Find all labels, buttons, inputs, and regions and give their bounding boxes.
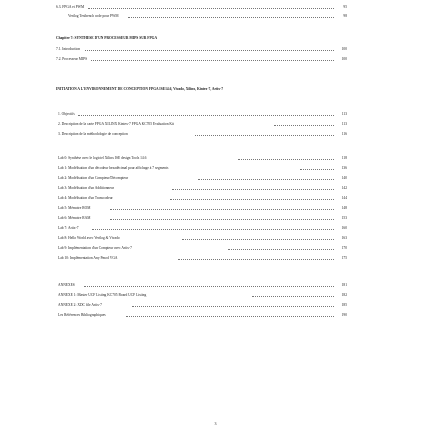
toc-leader (178, 259, 334, 260)
toc-entry (0, 245, 431, 251)
toc-entry-label: Verilog Testbench code pour PWM (68, 14, 119, 18)
toc-entry (0, 205, 431, 211)
toc-entry-label: Lab 3: Modélisation d'un Additionneur (58, 186, 114, 190)
toc-leader (91, 60, 334, 61)
toc-leader (228, 249, 334, 250)
toc-entry-label: ANNEXE 2: XDC file Artix-7 (58, 303, 102, 307)
toc-leader (85, 50, 334, 51)
toc-entry-page: 140 (341, 176, 347, 180)
toc-entry (0, 302, 431, 308)
toc-entry-page: 142 (341, 186, 347, 190)
toc-leader (238, 159, 334, 160)
toc-leader (110, 219, 334, 220)
toc-entry-page: 148 (341, 206, 347, 210)
page-number: 3 (214, 421, 217, 426)
toc-entry-label: 7.1. Introduction (56, 47, 81, 51)
toc-entry-label: Les Références Bibliographiques (58, 313, 106, 317)
toc-leader (170, 199, 334, 200)
toc-entry-label: 6.3. FPGA et PWM (56, 5, 85, 9)
toc-entry-page: 160 (341, 226, 347, 230)
toc-entry-label: Lab 8: Hello World avec Verilog & Vivado (58, 236, 120, 240)
toc-entry (0, 165, 431, 171)
toc-leader (92, 229, 334, 230)
toc-entry (0, 13, 431, 19)
toc-leader (252, 296, 334, 297)
toc-entry (0, 131, 431, 137)
toc-entry-page: 144 (341, 196, 347, 200)
toc-entry-label: Lab 6: Mémoire RAM (58, 216, 91, 220)
toc-entry-page: 95 (343, 5, 347, 9)
toc-entry-label: Lab 7: Artix-7 (58, 226, 79, 230)
toc-entry-page: 113 (341, 112, 347, 116)
toc-leader (300, 169, 334, 170)
toc-entry (0, 235, 431, 241)
toc-entry-label: Lab 0: Synthèse avec le logiciel Xilinx ISE design Tools 14.6 (58, 156, 147, 160)
toc-entry (0, 282, 431, 288)
toc-entry-page: 181 (341, 283, 347, 287)
toc-entry-page: 118 (341, 156, 347, 160)
toc-leader (78, 115, 334, 116)
toc-part-title (56, 86, 356, 98)
toc-entry (0, 111, 431, 117)
toc-leader (132, 306, 334, 307)
toc-entry (0, 4, 431, 10)
toc-leader (172, 189, 334, 190)
toc-entry-label: ANNEXE 1: Master UCF Listing KC705 Board UCF Listing (58, 293, 147, 297)
toc-entry-label: 1. Objectifs (58, 112, 75, 116)
toc-entry-label: Lab 5: Mémoire ROM (58, 206, 91, 210)
toc-entry (0, 185, 431, 191)
toc-entry-page: 100 (341, 47, 347, 51)
toc-leader (128, 17, 334, 18)
toc-entry (0, 195, 431, 201)
toc-leader (110, 209, 334, 210)
toc-entry-page: 170 (341, 246, 347, 250)
toc-entry-page: 185 (341, 303, 347, 307)
toc-entry-page: 153 (341, 216, 347, 220)
toc-entry-page: 98 (343, 14, 347, 18)
toc-entry-page: 163 (341, 236, 347, 240)
toc-entry (0, 175, 431, 181)
toc-entry-label: Lab 10: Implémentation Any Pmod VGA (58, 256, 118, 260)
toc-entry-page: 113 (341, 122, 347, 126)
toc-entry-label: Lab 9: Implémentation d'un Compteur avec Artix-7 (58, 246, 132, 250)
toc-leader (195, 135, 334, 136)
toc-entry-page: 182 (341, 293, 347, 297)
toc-entry (0, 225, 431, 231)
toc-entry-label: INITIATION A L'ENVIRONNEMENT DE CONCEPTION FPGA ISE14.6, Vivado, Xilinx, Kintex-7, Artix-7 (56, 87, 224, 91)
toc-entry (0, 292, 431, 298)
toc-entry-page: 116 (341, 132, 347, 136)
toc-leader (274, 125, 334, 126)
toc-leader (84, 286, 334, 287)
toc-entry-label: Lab 2: Modélisation d'un Compteur/Décompteur (58, 176, 129, 180)
toc-chapter-title (0, 35, 431, 41)
toc-entry-label: Chapitre 7: SYNTHESE D'UN PROCESSEUR MIPS SUR FPGA (56, 36, 158, 40)
toc-entry (0, 312, 431, 318)
toc-entry-page: 100 (341, 57, 347, 61)
toc-entry-page: 136 (341, 166, 347, 170)
toc-entry-label: ANNEXES (58, 283, 75, 287)
toc-entry-label: 7.2. Processeur MIPS (56, 57, 88, 61)
toc-entry-page: 175 (341, 256, 347, 260)
toc-entry-page: 190 (341, 313, 347, 317)
toc-leader (88, 8, 334, 9)
toc-entry (0, 255, 431, 261)
toc-entry (0, 56, 431, 62)
toc-leader (126, 316, 334, 317)
toc-entry-label: 3. Description de la méthodologie de conception (58, 132, 128, 136)
toc-leader (182, 239, 334, 240)
toc-entry-label: Lab 1: Modélisation d'un décodeur hexadécimal pour affichage à 7 segments (58, 166, 169, 170)
toc-entry (0, 155, 431, 161)
toc-entry-label: 2. Description de la carte FPGA XILINX Kintex-7 FPGA KC705 Evaluation Kit (58, 122, 174, 126)
toc-entry (0, 215, 431, 221)
toc-entry-label: Lab 4: Modélisation d'un Transcodeur (58, 196, 113, 200)
toc-entry (0, 46, 431, 52)
toc-leader (198, 179, 334, 180)
toc-entry (0, 121, 431, 127)
